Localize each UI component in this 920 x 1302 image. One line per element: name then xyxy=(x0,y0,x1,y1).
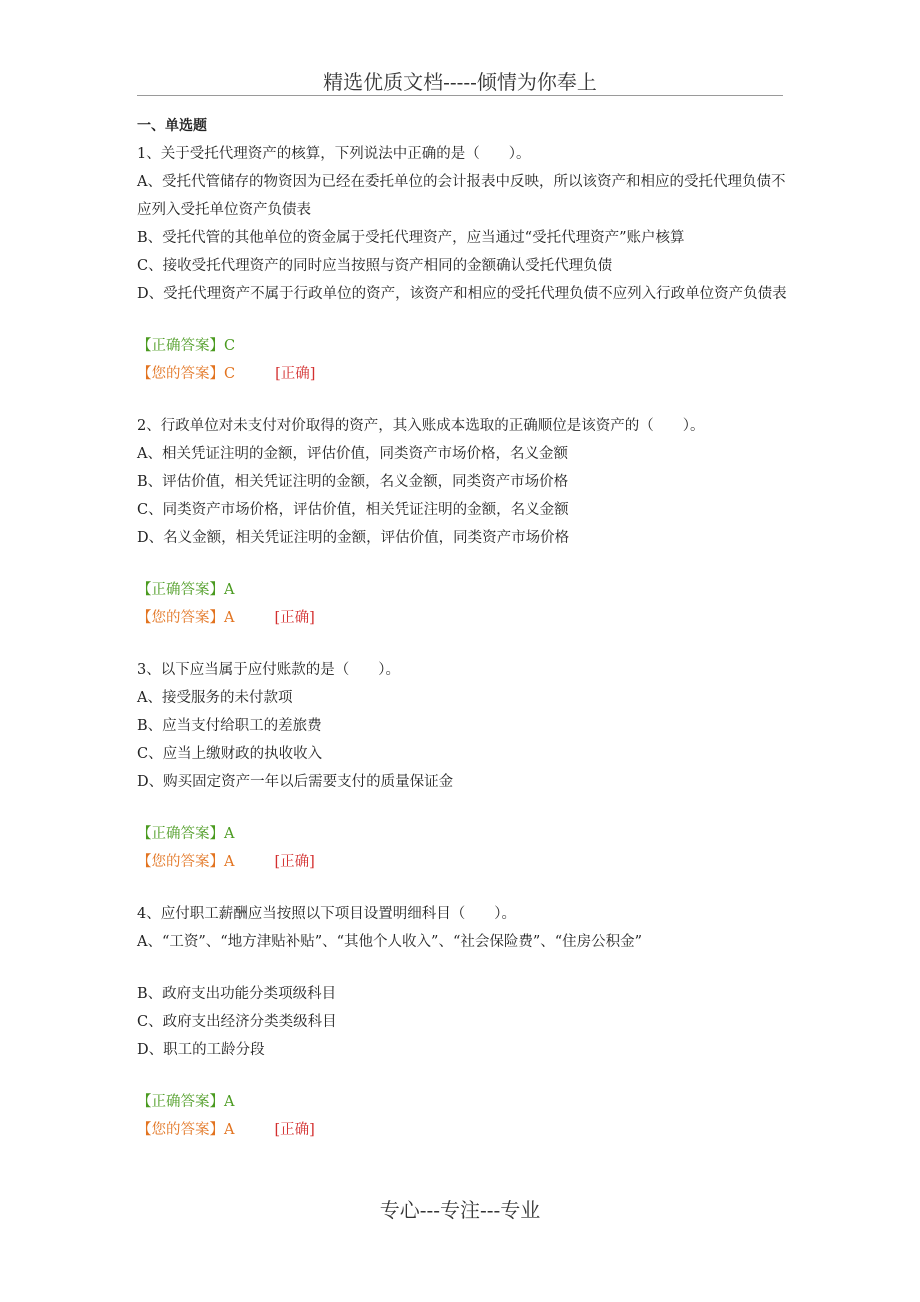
header-divider xyxy=(137,95,783,96)
page-header-title: 精选优质文档-----倾情为你奉上 xyxy=(323,70,597,94)
option-d: D、名义金额，相关凭证注明的金额，评估价值，同类资产市场价格 xyxy=(137,530,570,546)
correct-answer: 【正确答案】A xyxy=(137,1094,235,1110)
option-a: A、“工资”、“地方津贴补贴”、“其他个人收入”、“社会保险费”、“住房公积金” xyxy=(137,934,643,950)
option-a: A、接受服务的未付款项 xyxy=(137,690,293,706)
option-b: B、受托代管的其他单位的资金属于受托代理资产，应当通过“受托代理资产”账户核算 xyxy=(137,230,685,246)
correct-answer: 【正确答案】A xyxy=(137,582,235,598)
section-title: 一、单选题 xyxy=(137,118,207,134)
question-3 xyxy=(137,656,787,876)
answer-verdict: [正确] xyxy=(274,610,315,626)
question-stem: 3、以下应当属于应付账款的是（ ）。 xyxy=(137,662,400,678)
question-stem: 1、关于受托代理资产的核算，下列说法中正确的是（ ）。 xyxy=(137,146,531,162)
page-footer: 专心---专注---专业 xyxy=(379,1198,541,1222)
your-answer: 【您的答案】A xyxy=(137,854,235,870)
option-a: A、受托代管储存的物资因为已经在委托单位的会计报表中反映，所以该资产和相应的受托代理负债不应列入受托单位资产负债表 xyxy=(137,174,786,218)
your-answer-row xyxy=(137,604,787,632)
option-d: D、职工的工龄分段 xyxy=(137,1042,265,1058)
your-answer-row xyxy=(137,360,787,388)
your-answer: 【您的答案】A xyxy=(137,1122,235,1138)
your-answer: 【您的答案】A xyxy=(137,610,235,626)
option-a: A、相关凭证注明的金额，评估价值，同类资产市场价格，名义金额 xyxy=(137,446,568,462)
option-d: D、购买固定资产一年以后需要支付的质量保证金 xyxy=(137,774,454,790)
your-answer-row xyxy=(137,848,787,876)
option-c: C、同类资产市场价格，评估价值，相关凭证注明的金额，名义金额 xyxy=(137,502,569,518)
option-b: B、应当支付给职工的差旅费 xyxy=(137,718,322,734)
option-b: B、评估价值，相关凭证注明的金额，名义金额，同类资产市场价格 xyxy=(137,474,569,490)
question-4 xyxy=(137,900,787,1144)
option-c: C、政府支出经济分类类级科目 xyxy=(137,1014,337,1030)
correct-answer: 【正确答案】C xyxy=(137,338,236,354)
question-2 xyxy=(137,412,787,632)
option-b: B、政府支出功能分类项级科目 xyxy=(137,986,337,1002)
your-answer: 【您的答案】C xyxy=(137,366,236,382)
answer-verdict: [正确] xyxy=(274,854,315,870)
question-1 xyxy=(137,140,787,388)
answer-verdict: [正确] xyxy=(275,366,316,382)
option-c: C、应当上缴财政的执收收入 xyxy=(137,746,323,762)
question-list xyxy=(137,112,787,1144)
correct-answer: 【正确答案】A xyxy=(137,826,235,842)
question-stem: 4、应付职工薪酬应当按照以下项目设置明细科目（ ）。 xyxy=(137,906,516,922)
your-answer-row xyxy=(137,1116,787,1144)
option-c: C、接收受托代理资产的同时应当按照与资产相同的金额确认受托代理负债 xyxy=(137,258,613,274)
option-d: D、受托代理资产不属于行政单位的资产，该资产和相应的受托代理负债不应列入行政单位资产负债表 xyxy=(137,286,787,302)
question-stem: 2、行政单位对未支付对价取得的资产，其入账成本选取的正确顺位是该资产的（ ）。 xyxy=(137,418,705,434)
answer-verdict: [正确] xyxy=(274,1122,315,1138)
